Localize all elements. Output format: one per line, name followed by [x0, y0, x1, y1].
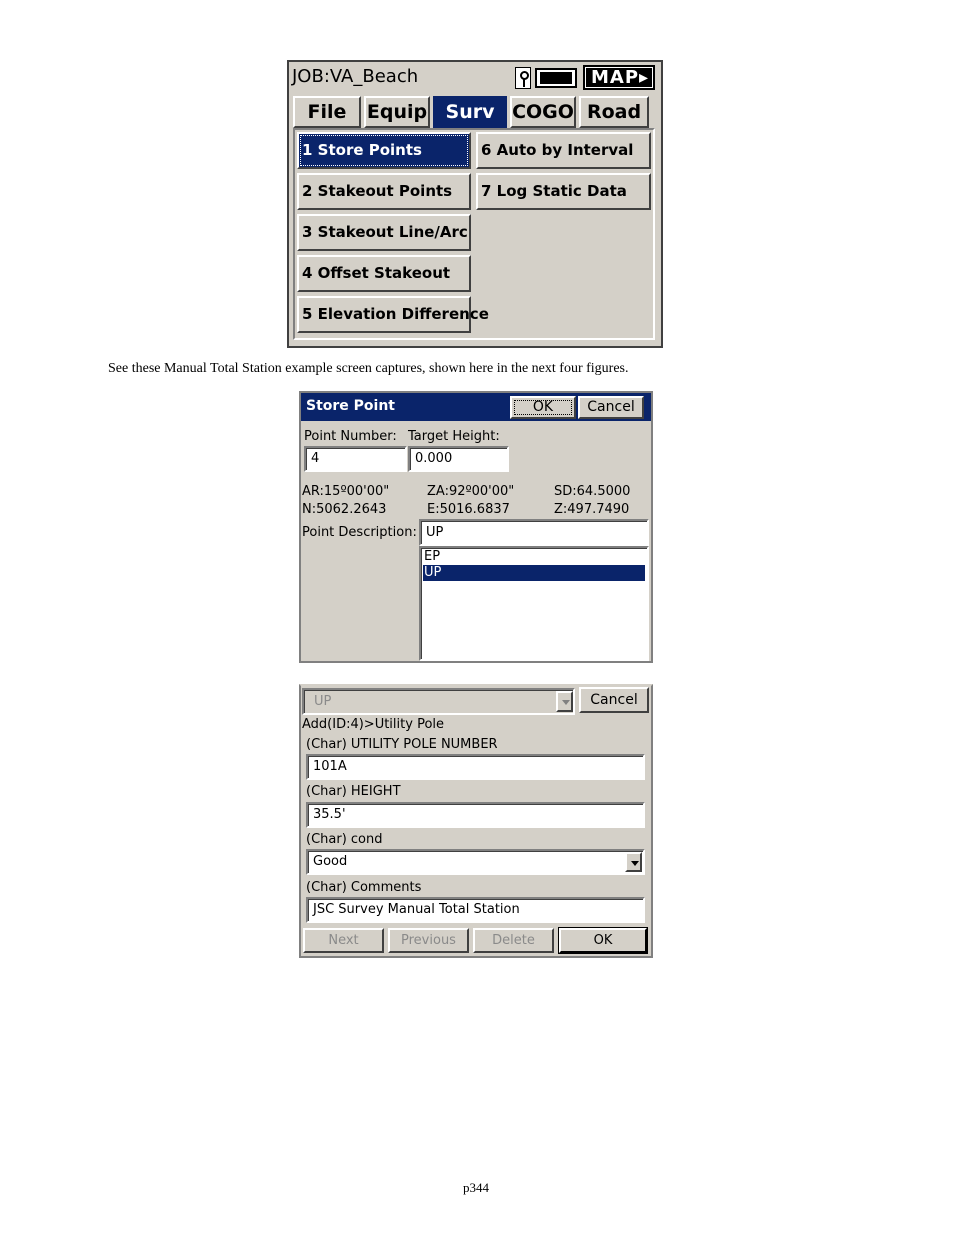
map-button[interactable]: [583, 65, 655, 90]
store-points-button[interactable]: 1 Store Points: [297, 132, 471, 169]
northing-readout: N:5062.2643: [302, 502, 387, 517]
lock-icon: [515, 67, 531, 89]
description-list[interactable]: [419, 546, 649, 661]
pole-number-field[interactable]: 101A: [306, 754, 645, 780]
dialog-title: Store Point: [306, 398, 396, 414]
za-readout: ZA:92º00'00": [427, 484, 515, 499]
sd-readout: SD:64.5000: [554, 484, 631, 499]
cancel-button[interactable]: Cancel: [579, 687, 649, 713]
log-static-data-button[interactable]: 7 Log Static Data: [476, 173, 651, 210]
comments-label: (Char) Comments: [306, 880, 422, 895]
condition-select[interactable]: Good: [306, 849, 645, 875]
dropdown-arrow-icon[interactable]: [556, 691, 573, 712]
map-arrow-icon: ▸: [639, 67, 650, 88]
feature-code-value: UP: [314, 694, 332, 709]
stakeout-line-arc-button[interactable]: 3 Stakeout Line/Arc: [297, 214, 471, 251]
caption-text: See these Manual Total Station example screen captures, shown here in the next four figures.: [108, 361, 629, 376]
point-number-label: Point Number:: [304, 429, 397, 444]
tab-file[interactable]: File: [293, 96, 361, 128]
tab-cogo[interactable]: COGO: [510, 96, 576, 128]
target-height-field[interactable]: 0.000: [408, 446, 509, 472]
auto-by-interval-button[interactable]: 6 Auto by Interval: [476, 132, 651, 169]
ok-button[interactable]: OK: [559, 928, 647, 953]
cancel-button[interactable]: Cancel: [578, 396, 644, 419]
ok-button[interactable]: OK: [510, 396, 576, 419]
attribute-entry-dialog: [299, 684, 653, 958]
map-button-label: MAP: [591, 67, 640, 88]
pole-number-label: (Char) UTILITY POLE NUMBER: [306, 737, 498, 752]
page-number: p344: [463, 1180, 489, 1195]
condition-label: (Char) cond: [306, 832, 383, 847]
ar-readout: AR:15º00'00": [302, 484, 390, 499]
feature-code-dropdown[interactable]: [302, 688, 575, 715]
previous-button[interactable]: Previous: [388, 928, 469, 953]
job-title: JOB:VA_Beach: [292, 66, 419, 87]
point-description-field[interactable]: UP: [419, 519, 649, 546]
title-bar: [289, 62, 661, 92]
survey-menu-screen: [287, 60, 663, 348]
elevation-readout: Z:497.7490: [554, 502, 630, 517]
store-point-dialog: [299, 391, 653, 663]
easting-readout: E:5016.6837: [427, 502, 510, 517]
list-item[interactable]: EP: [424, 549, 441, 564]
add-feature-line: Add(ID:4)>Utility Pole: [302, 717, 445, 732]
height-label: (Char) HEIGHT: [306, 784, 401, 799]
offset-stakeout-button[interactable]: 4 Offset Stakeout: [297, 255, 471, 292]
chevron-down-icon[interactable]: [625, 852, 642, 872]
tab-equip[interactable]: Equip: [364, 96, 430, 128]
height-field[interactable]: 35.5': [306, 802, 645, 828]
elevation-difference-button[interactable]: 5 Elevation Difference: [297, 296, 471, 333]
comments-field[interactable]: JSC Survey Manual Total Station: [306, 897, 645, 923]
point-number-field[interactable]: 4: [304, 446, 407, 472]
stakeout-points-button[interactable]: 2 Stakeout Points: [297, 173, 471, 210]
delete-button[interactable]: Delete: [473, 928, 554, 953]
target-height-label: Target Height:: [408, 429, 500, 444]
next-button[interactable]: Next: [303, 928, 384, 953]
tab-surv[interactable]: Surv: [433, 96, 507, 128]
battery-icon: [535, 68, 577, 88]
list-item-selected[interactable]: UP: [423, 565, 645, 581]
point-description-label: Point Description:: [302, 525, 417, 540]
tab-road[interactable]: Road: [579, 96, 649, 128]
